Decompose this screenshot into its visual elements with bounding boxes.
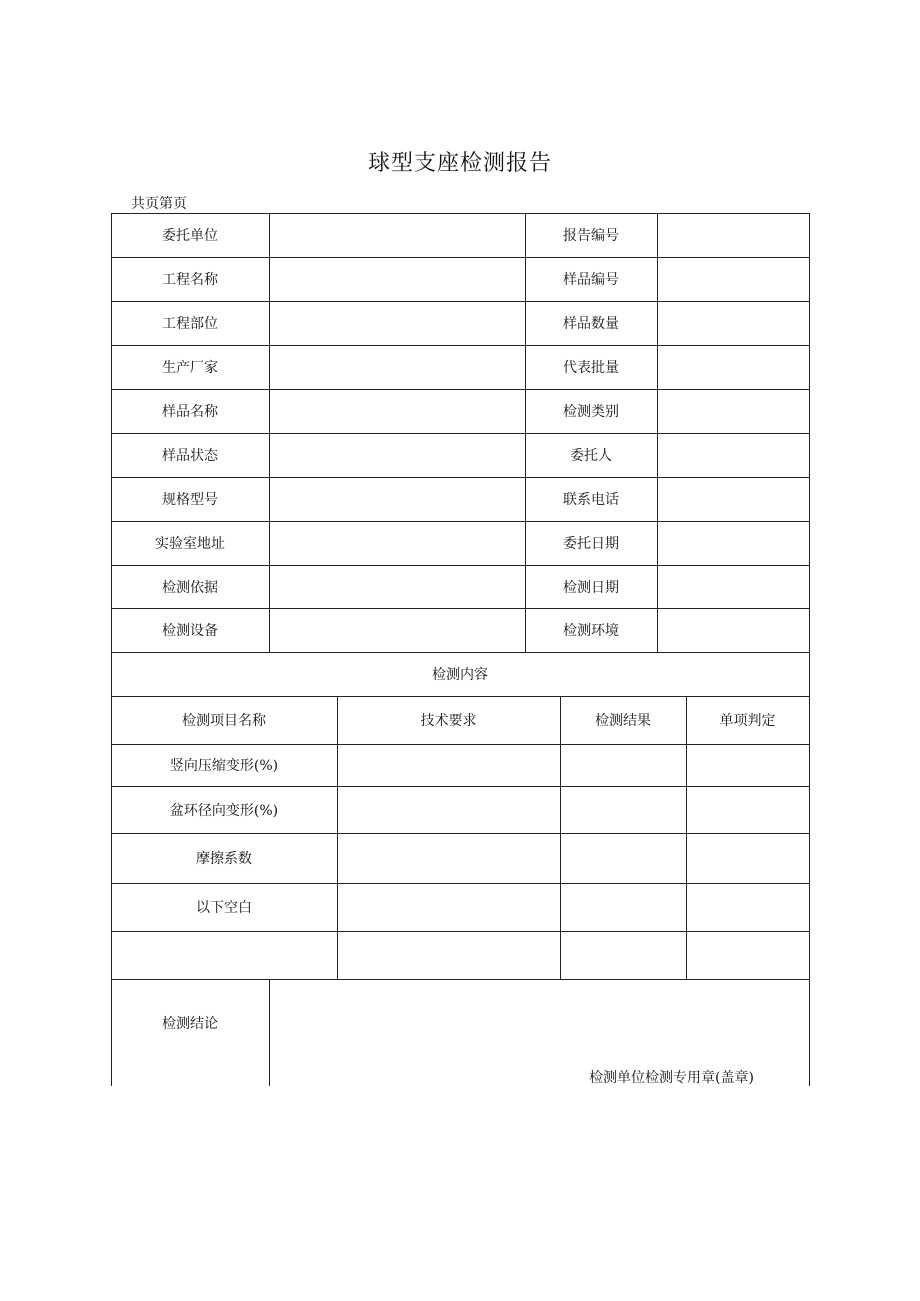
table-rule: [111, 931, 810, 932]
info-label-right: 检测环境: [563, 623, 619, 639]
info-value-right[interactable]: [657, 521, 809, 565]
table-rule: [337, 696, 338, 979]
table-rule: [111, 565, 810, 566]
info-label-right: 代表批量: [563, 360, 619, 376]
info-label-left: 检测依据: [162, 579, 218, 596]
info-label-right: 委托人: [570, 448, 612, 464]
table-rule: [111, 213, 810, 214]
info-value-right[interactable]: [657, 389, 809, 433]
conclusion-text[interactable]: [269, 979, 809, 1046]
info-label-left: 委托单位: [162, 228, 218, 244]
info-value-left[interactable]: [269, 389, 525, 433]
info-value-left[interactable]: [269, 301, 525, 345]
table-rule: [269, 213, 270, 652]
table-rule: [111, 433, 810, 434]
test-requirement-cell[interactable]: [337, 931, 560, 979]
table-rule: [111, 608, 810, 609]
info-label-right: 联系电话: [563, 492, 619, 508]
conclusion-label: 检测结论: [162, 1015, 218, 1032]
info-value-left[interactable]: [269, 521, 525, 565]
table-rule: [111, 345, 810, 346]
table-rule: [269, 979, 270, 1086]
test-result-cell[interactable]: [560, 744, 686, 786]
table-rule: [111, 696, 810, 697]
page-count: 共页第页: [131, 196, 187, 212]
table-border-right: [809, 213, 810, 1086]
info-label-right: 报告编号: [563, 228, 619, 244]
info-value-right[interactable]: [657, 257, 809, 301]
test-item-name: 竖向压缩变形(%): [169, 758, 279, 774]
table-rule: [657, 213, 658, 652]
table-border-left: [111, 213, 112, 1086]
test-requirement-cell[interactable]: [337, 786, 560, 833]
table-rule: [111, 477, 810, 478]
info-value-left[interactable]: [269, 213, 525, 257]
info-label-right: 样品数量: [563, 316, 619, 332]
info-value-left[interactable]: [269, 565, 525, 608]
info-value-right[interactable]: [657, 565, 809, 608]
info-value-right[interactable]: [657, 345, 809, 389]
test-item-name: 以下空白: [196, 900, 252, 916]
test-item-name: [111, 931, 337, 979]
info-label-left: 样品名称: [162, 404, 218, 420]
table-rule: [560, 696, 561, 979]
info-label-left: 规格型号: [162, 492, 218, 508]
info-label-right: 委托日期: [563, 536, 619, 552]
info-label-left: 工程部位: [162, 316, 218, 332]
info-value-right[interactable]: [657, 213, 809, 257]
test-result-cell[interactable]: [560, 786, 686, 833]
section-heading: 检测内容: [432, 667, 488, 683]
info-label-left: 样品状态: [162, 448, 218, 464]
test-requirement-cell[interactable]: [337, 883, 560, 931]
table-rule: [111, 521, 810, 522]
info-value-left[interactable]: [269, 257, 525, 301]
info-label-left: 生产厂家: [162, 360, 218, 376]
info-label-right: 样品编号: [563, 272, 619, 288]
info-label-right: 检测类别: [563, 404, 619, 420]
test-result-cell[interactable]: [560, 931, 686, 979]
info-label-right: 检测日期: [563, 579, 619, 596]
info-value-left[interactable]: [269, 433, 525, 477]
info-value-left[interactable]: [269, 477, 525, 521]
table-rule: [111, 301, 810, 302]
column-header: 检测项目名称: [182, 713, 266, 729]
table-rule: [525, 213, 526, 652]
table-rule: [111, 744, 810, 745]
column-header: 单项判定: [719, 713, 776, 729]
test-judgment-cell[interactable]: [686, 786, 809, 833]
table-rule: [111, 786, 810, 787]
test-item-name: 盆环径向变形(%): [169, 802, 279, 819]
test-requirement-cell[interactable]: [337, 744, 560, 786]
info-value-right[interactable]: [657, 433, 809, 477]
column-header: 技术要求: [420, 713, 477, 729]
test-requirement-cell[interactable]: [337, 833, 560, 883]
info-label-left: 实验室地址: [155, 536, 225, 552]
table-rule: [111, 257, 810, 258]
test-judgment-cell[interactable]: [686, 883, 809, 931]
test-result-cell[interactable]: [560, 883, 686, 931]
test-result-cell[interactable]: [560, 833, 686, 883]
test-judgment-cell[interactable]: [686, 931, 809, 979]
info-value-left[interactable]: [269, 345, 525, 389]
info-value-right[interactable]: [657, 301, 809, 345]
info-value-right[interactable]: [657, 477, 809, 521]
info-value-left[interactable]: [269, 608, 525, 652]
test-judgment-cell[interactable]: [686, 833, 809, 883]
column-header: 检测结果: [595, 713, 651, 729]
table-rule: [111, 833, 810, 834]
table-rule: [111, 883, 810, 884]
info-label-left: 工程名称: [162, 272, 218, 288]
test-item-name: 摩擦系数: [196, 851, 252, 867]
table-rule: [111, 389, 810, 390]
info-value-right[interactable]: [657, 608, 809, 652]
info-label-left: 检测设备: [162, 623, 218, 639]
test-judgment-cell[interactable]: [686, 744, 809, 786]
seal-text: 检测单位检测专用章(盖章): [589, 1070, 754, 1086]
table-rule: [686, 696, 687, 979]
page-title: 球型支座检测报告: [367, 151, 552, 176]
